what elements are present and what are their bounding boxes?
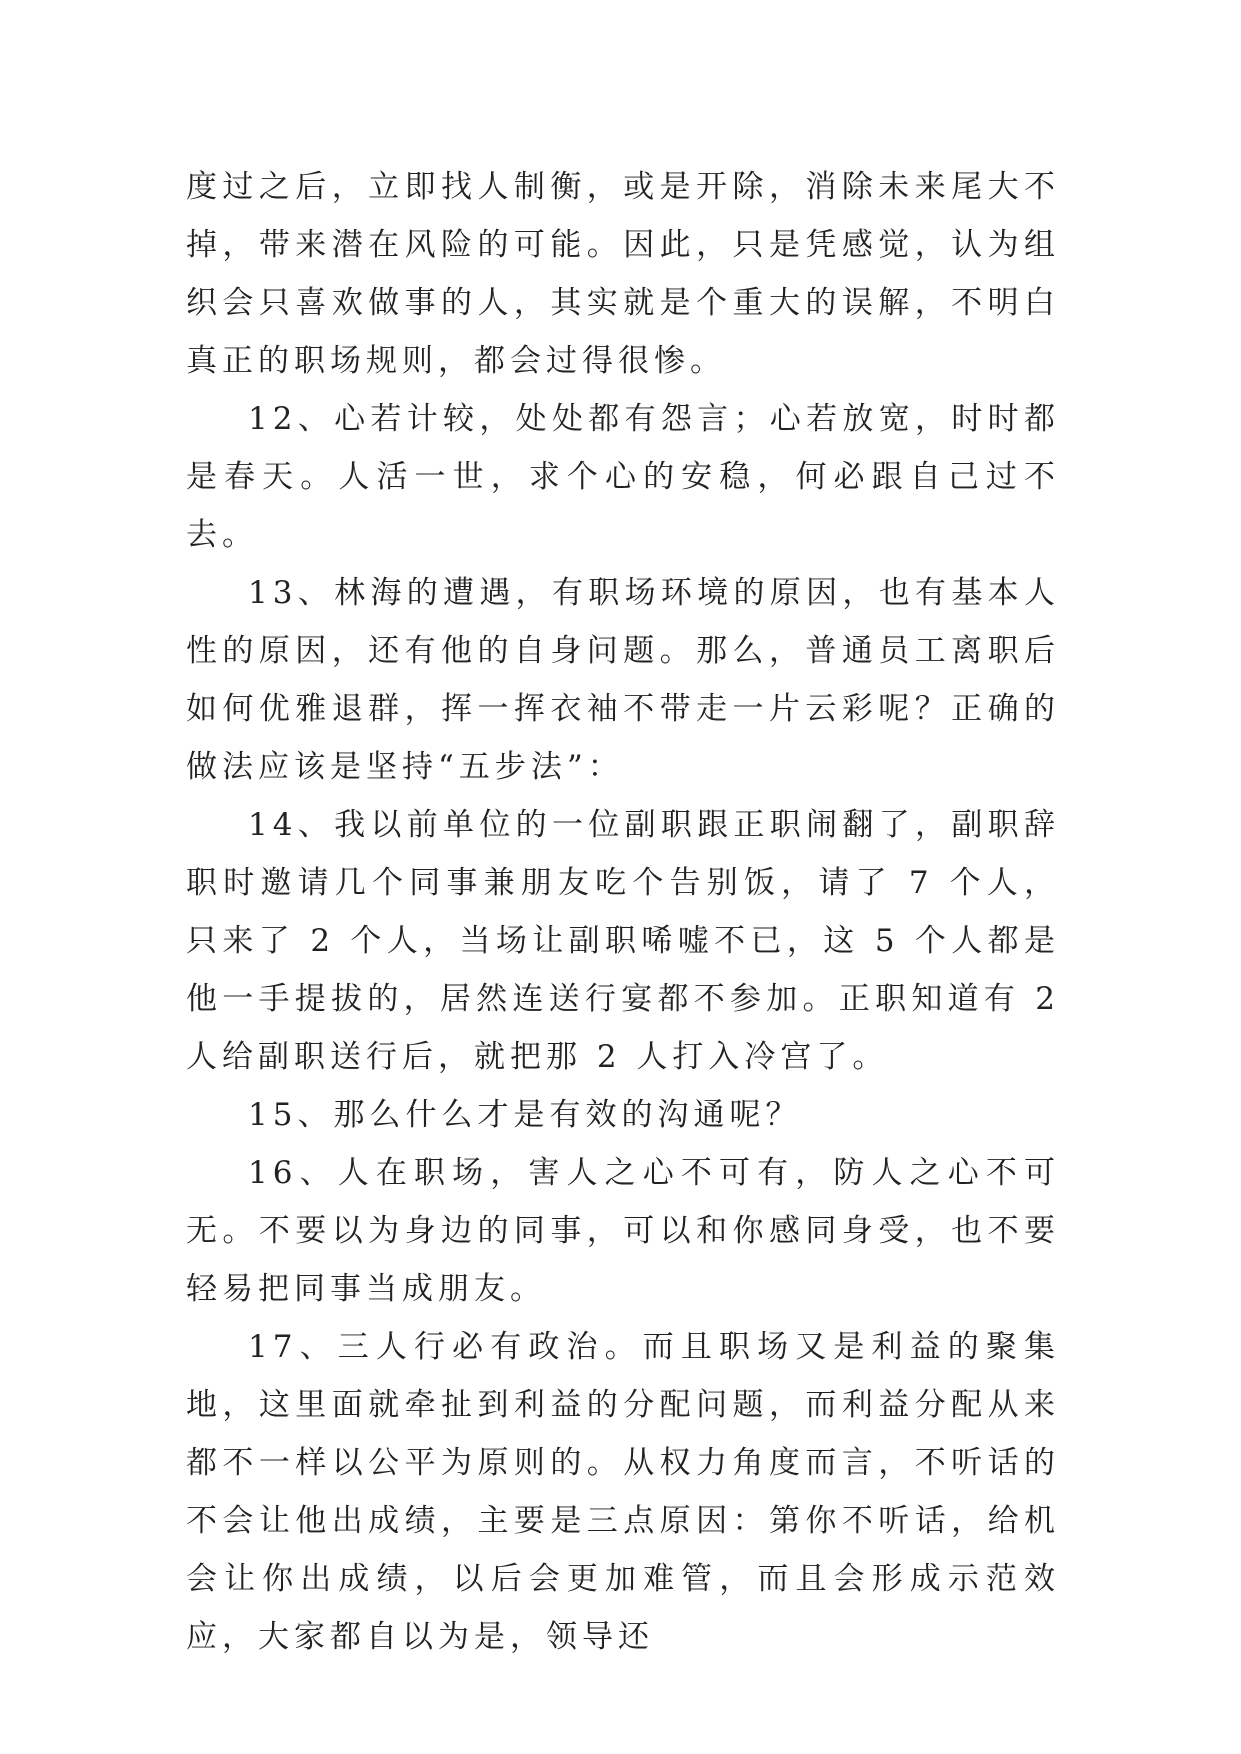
paragraph-17: 17、三人行必有政治。而且职场又是利益的聚集地，这里面就牵扯到利益的分配问题，而利益分配从来都不一样以公平为原则的。从权力角度而言，不听话的不会让他出成绩，主要是三点原因：第你不听话，给机会让你出成绩，以后会更加难管，而且会形成示范效应，大家都自以为是，领导还: [186, 1329, 1060, 1655]
paragraph-15: 15、那么什么才是有效的沟通呢？: [248, 1097, 802, 1133]
paragraph-14: 14、我以前单位的一位副职跟正职闹翻了，副职辞职时邀请几个同事兼朋友吃个告别饭，请了 7 个人，只来了 2 个人，当场让副职唏嘘不已，这 5 个人都是他一手提拔的，居然连送行宴都不参加。正职知道有 2 人给副职送行后，就把那 2 人打入冷宫了。: [186, 807, 1060, 1075]
paragraph-continued: 度过之后，立即找人制衡，或是开除，消除未来尾大不掉，带来潜在风险的可能。因此，只是凭感觉，认为组织会只喜欢做事的人，其实就是个重大的误解，不明白真正的职场规则，都会过得很惨。: [186, 169, 1060, 379]
paragraph-16: 16、人在职场，害人之心不可有，防人之心不可无。不要以为身边的同事，可以和你感同身受，也不要轻易把同事当成朋友。: [186, 1155, 1060, 1307]
paragraph-12: 12、心若计较，处处都有怨言；心若放宽，时时都是春天。人活一世，求个心的安稳，何必跟自己过不去。: [186, 401, 1060, 553]
paragraph-13: 13、林海的遭遇，有职场环境的原因，也有基本人性的原因，还有他的自身问题。那么，普通员工离职后如何优雅退群，挥一挥衣袖不带走一片云彩呢？正确的做法应该是坚持“五步法”：: [186, 575, 1060, 785]
document-body: [186, 158, 1060, 1666]
